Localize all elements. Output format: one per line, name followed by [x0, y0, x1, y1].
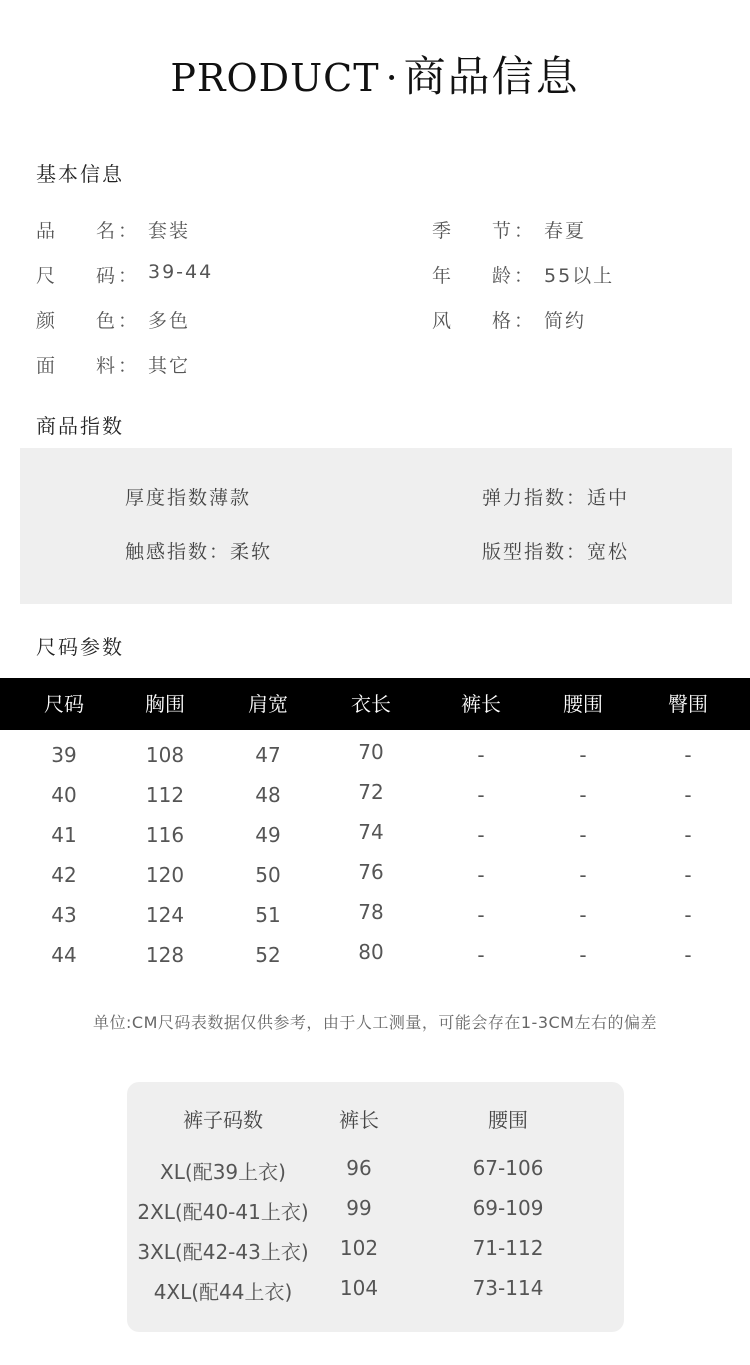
- info-value: 55以上: [544, 265, 615, 287]
- info-key-char-1: 风: [432, 310, 453, 332]
- size-column-header: 胸围: [145, 692, 185, 716]
- pants-column-header: 裤长: [339, 1108, 379, 1132]
- pants-table-cell: 96: [346, 1156, 372, 1180]
- table-cell: 51: [255, 903, 281, 927]
- table-cell: 70: [358, 740, 384, 764]
- info-key-char-1: 尺: [36, 265, 57, 287]
- table-cell: 39: [51, 743, 77, 767]
- pants-table-cell: XL(配39上衣): [160, 1160, 286, 1184]
- pants-table-cell: 73-114: [472, 1276, 544, 1300]
- pants-table-cell: 67-106: [472, 1156, 544, 1180]
- table-row: [0, 896, 750, 936]
- info-key-char-2: 色: [96, 310, 117, 332]
- thickness-index: 厚度指数薄款: [125, 487, 252, 509]
- table-cell: 49: [255, 823, 281, 847]
- table-cell: -: [477, 783, 485, 807]
- info-value: 多色: [148, 310, 191, 332]
- table-cell: 108: [145, 743, 185, 767]
- info-key-char-1: 颜: [36, 310, 57, 332]
- basic-info-heading: 基本信息: [36, 162, 124, 186]
- size-column-header: 衣长: [351, 692, 391, 716]
- pants-table-cell: 3XL(配42-43上衣): [137, 1240, 309, 1264]
- table-cell: 76: [358, 860, 384, 884]
- page-title: [0, 44, 750, 104]
- info-key-char-2: 码: [96, 265, 117, 287]
- table-cell: 72: [358, 780, 384, 804]
- table-cell: -: [684, 743, 692, 767]
- info-key-char-2: 料: [96, 355, 117, 377]
- table-cell: -: [684, 903, 692, 927]
- info-value: 其它: [148, 355, 191, 377]
- pants-column-header: 腰围: [488, 1108, 528, 1132]
- pants-table-cell: 99: [346, 1196, 372, 1220]
- table-cell: 41: [51, 823, 77, 847]
- pants-table-cell: 71-112: [472, 1236, 544, 1260]
- fit-index: 版型指数：宽松: [482, 541, 630, 563]
- elasticity-index: 弹力指数：适中: [482, 487, 630, 509]
- table-cell: 50: [255, 863, 281, 887]
- colon: ：: [118, 310, 139, 332]
- table-cell: -: [579, 863, 587, 887]
- table-cell: 42: [51, 863, 77, 887]
- table-row: [0, 736, 750, 776]
- table-cell: -: [684, 823, 692, 847]
- table-cell: 128: [145, 943, 185, 967]
- colon: ：: [514, 310, 535, 332]
- size-column-header: 裤长: [461, 692, 501, 716]
- info-key-char-2: 格: [492, 310, 513, 332]
- colon: ：: [514, 220, 535, 242]
- info-key-char-1: 品: [36, 220, 57, 242]
- size-table-header: [0, 678, 750, 730]
- table-cell: 120: [145, 863, 185, 887]
- table-cell: 40: [51, 783, 77, 807]
- pants-column-header: 裤子码数: [183, 1108, 263, 1132]
- info-value: 39-44: [148, 261, 214, 283]
- info-value: 套装: [148, 220, 191, 242]
- table-cell: -: [477, 863, 485, 887]
- table-cell: 78: [358, 900, 384, 924]
- table-cell: 48: [255, 783, 281, 807]
- pants-size-panel: [127, 1082, 624, 1332]
- table-cell: -: [579, 823, 587, 847]
- table-cell: -: [684, 783, 692, 807]
- table-row: [0, 816, 750, 856]
- colon: ：: [118, 355, 139, 377]
- info-value: 简约: [544, 310, 587, 332]
- table-cell: -: [579, 943, 587, 967]
- table-cell: -: [684, 863, 692, 887]
- table-cell: 116: [145, 823, 185, 847]
- table-cell: -: [477, 743, 485, 767]
- size-column-header: 肩宽: [248, 692, 288, 716]
- info-key-char-1: 年: [432, 265, 453, 287]
- table-cell: 47: [255, 743, 281, 767]
- info-value: 春夏: [544, 220, 587, 242]
- table-cell: 124: [145, 903, 185, 927]
- table-cell: 52: [255, 943, 281, 967]
- info-key-char-1: 季: [432, 220, 453, 242]
- table-cell: -: [684, 943, 692, 967]
- info-key-char-2: 节: [492, 220, 513, 242]
- size-note: 单位:CM尺码表数据仅供参考，由于人工测量，可能会存在1-3CM左右的偏差: [93, 1013, 657, 1032]
- info-key-char-1: 面: [36, 355, 57, 377]
- size-column-header: 臀围: [668, 692, 708, 716]
- size-column-header: 尺码: [44, 692, 84, 716]
- title-separator: ·: [385, 56, 398, 100]
- pants-table-cell: 104: [339, 1276, 379, 1300]
- touch-index: 触感指数：柔软: [125, 541, 273, 563]
- title-english: PRODUCT: [170, 56, 380, 100]
- size-params-heading: 尺码参数: [36, 635, 124, 659]
- table-row: [0, 936, 750, 976]
- size-column-header: 腰围: [563, 692, 603, 716]
- colon: ：: [118, 220, 139, 242]
- product-index-heading: 商品指数: [36, 414, 124, 438]
- colon: ：: [514, 265, 535, 287]
- table-cell: -: [477, 903, 485, 927]
- table-cell: 43: [51, 903, 77, 927]
- pants-table-cell: 2XL(配40-41上衣): [137, 1200, 309, 1224]
- product-index-panel: [20, 448, 732, 604]
- pants-table-cell: 102: [339, 1236, 379, 1260]
- info-key-char-2: 龄: [492, 265, 513, 287]
- pants-table-cell: 4XL(配44上衣): [153, 1280, 293, 1304]
- table-row: [0, 856, 750, 896]
- table-cell: -: [477, 823, 485, 847]
- table-row: [0, 776, 750, 816]
- colon: ：: [118, 265, 139, 287]
- size-table-body: [0, 736, 750, 976]
- pants-table-cell: 69-109: [472, 1196, 544, 1220]
- table-cell: 44: [51, 943, 77, 967]
- title-chinese: 商品信息: [403, 52, 580, 101]
- info-key-char-2: 名: [96, 220, 117, 242]
- table-cell: -: [579, 783, 587, 807]
- table-cell: 74: [358, 820, 384, 844]
- table-cell: -: [579, 903, 587, 927]
- table-cell: 80: [358, 940, 384, 964]
- table-cell: -: [477, 943, 485, 967]
- table-cell: -: [579, 743, 587, 767]
- table-cell: 112: [145, 783, 185, 807]
